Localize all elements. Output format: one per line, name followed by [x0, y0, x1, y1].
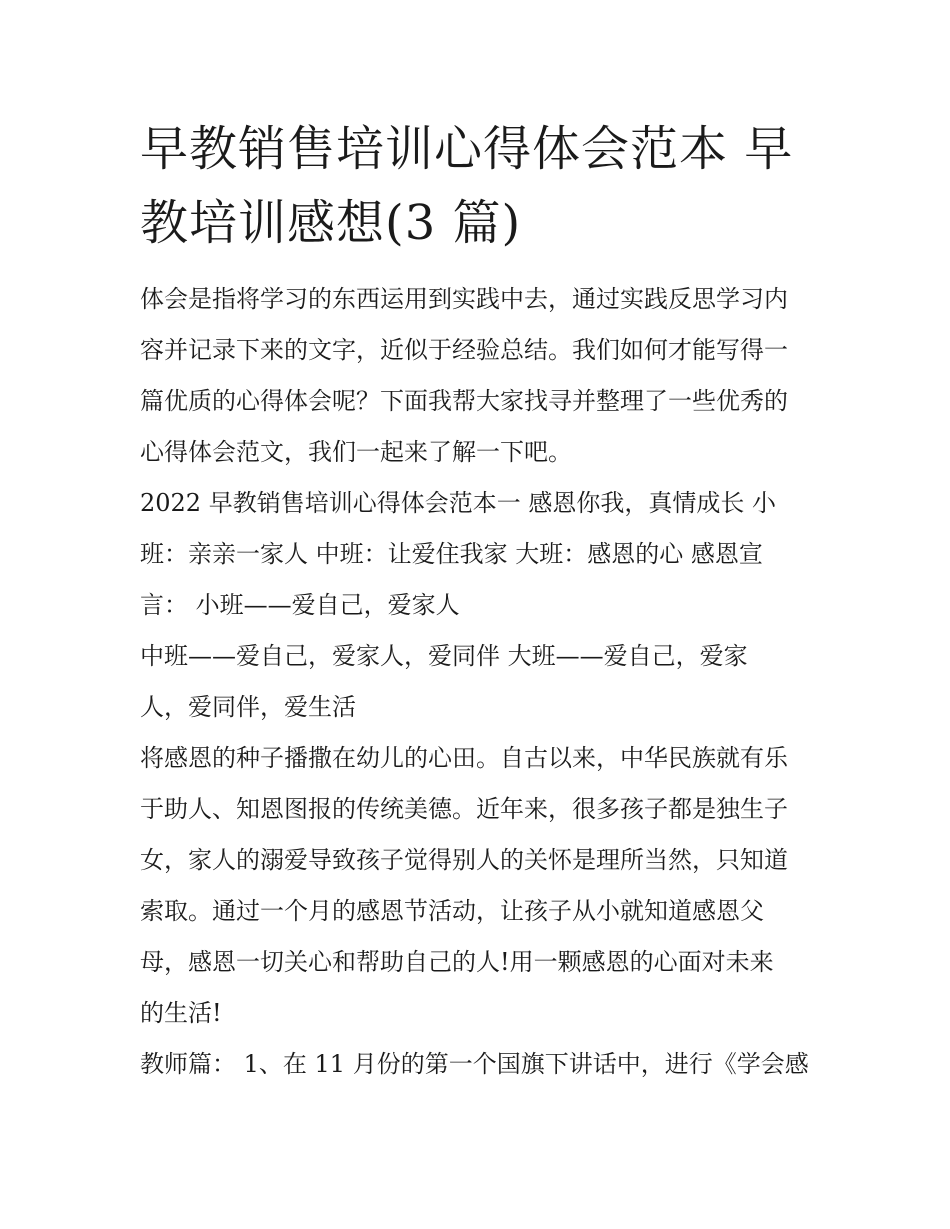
- paragraph-intro: 体会是指将学习的东西运用到实践中去，通过实践反思学习内 容并记录下来的文字，近似于经验总结。我们如何才能写得一 篇优质的心得体会呢？下面我帮大家找寻并整理了一些优秀的 心得体会范文，我们一起来了解一下吧。: [140, 285, 788, 466]
- paragraph-teachers: 教师篇： 1、在 11 月份的第一个国旗下讲话中，进行《学会感: [140, 1050, 809, 1078]
- paragraph-declaration: 中班——爱自己，爱家人，爱同伴 大班——爱自己，爱家 人，爱同伴，爱生活: [140, 642, 748, 721]
- document-title: 早教销售培训心得体会范本 早 教培训感想(3 篇): [140, 121, 794, 251]
- paragraph-theme: 2022 早教销售培训心得体会范本一 感恩你我，真情成长 小 班：亲亲一家人 中班：让爱住我家 大班：感恩的心 感恩宣 言： 小班——爱自己，爱家人: [140, 489, 776, 619]
- document-page: [140, 112, 820, 1090]
- paragraph-gratitude: 将感恩的种子播撒在幼儿的心田。自古以来，中华民族就有乐 于助人、知恩图报的传统美德。近年来，很多孩子都是独生子 女，家人的溺爱导致孩子觉得别人的关怀是理所当然，只知道 索取。通过一个月的感恩节活动，让孩子从小就知道感恩父 母，感恩一切关心和帮助自己的人!用一颗感恩的心面对未来 的生活!: [140, 744, 788, 1027]
